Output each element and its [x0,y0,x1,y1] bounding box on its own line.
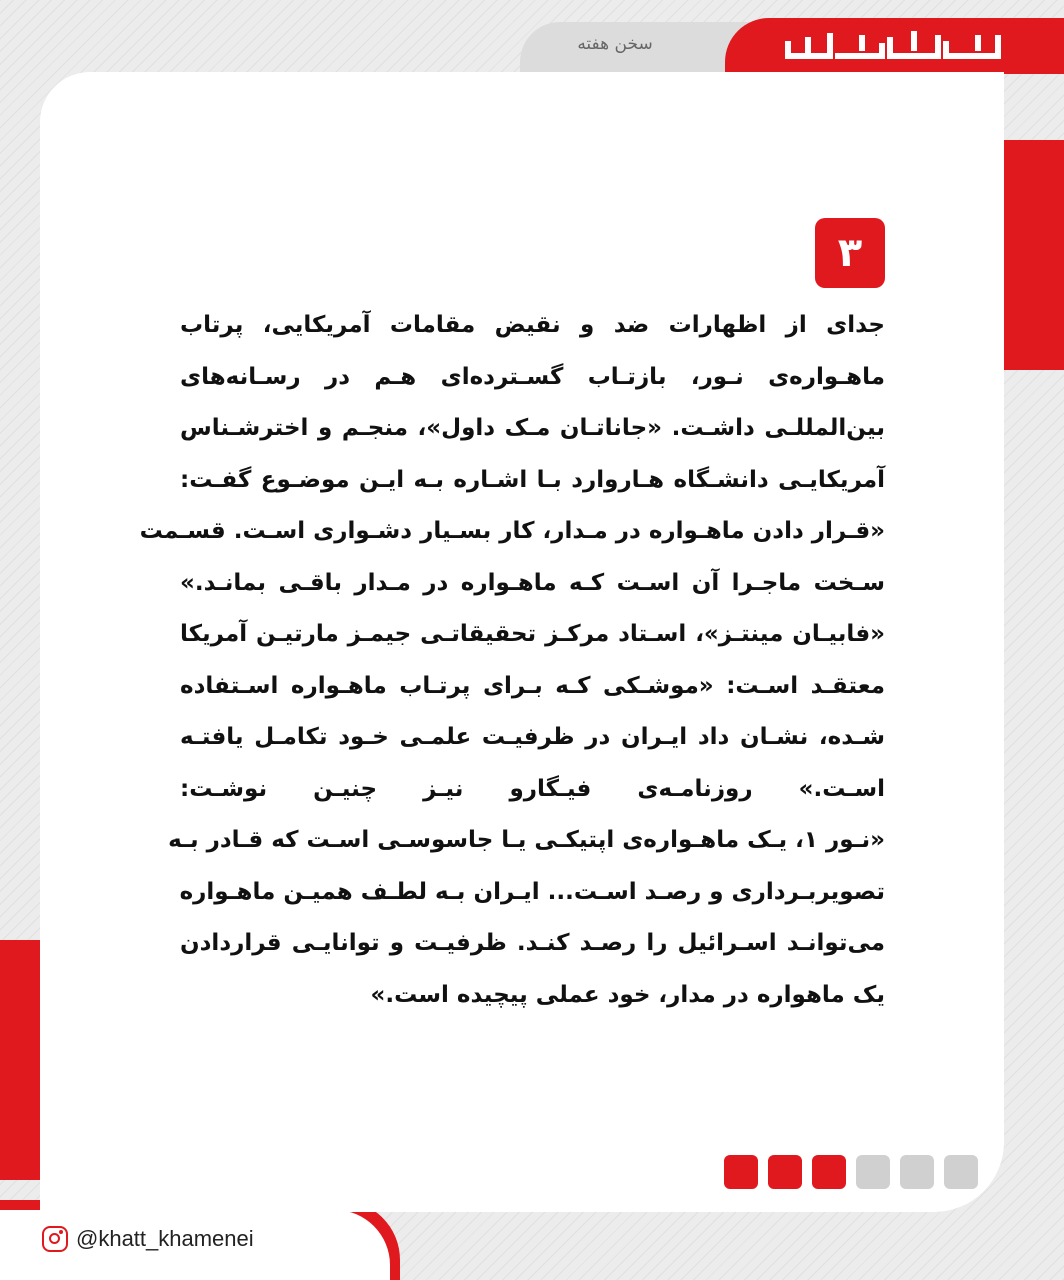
slide-progress-indicator [724,1155,978,1189]
decor-red-strip-right [1004,140,1064,370]
article-line: معتقـد اسـت: «موشـکی کـه بـرای پرتـاب ماهـواره اسـتفاده [180,672,885,699]
article-line: بین‌المللـی داشـت. «جاناتـان مـک داول»، منجـم و اخترشـناس [180,415,885,441]
article-line: آمریکایـی دانشـگاه هـاروارد بـا اشـاره بـه ایـن موضـوع گفـت: [180,466,885,493]
progress-dot [944,1155,978,1189]
instagram-handle[interactable]: @khatt_khamenei [76,1226,254,1251]
logo [778,26,1008,66]
progress-dot [812,1155,846,1189]
article-line: اسـت.» روزنامـه‌ی فیـگارو نیـز چنیـن نوشـت: [180,775,885,802]
article-body [139,300,885,1021]
progress-dot [900,1155,934,1189]
article-line: سـخت ماجـرا آن اسـت کـه ماهـواره در مـدار باقـی بمانـد.» [180,569,885,596]
section-title: سخن هفته [577,34,653,54]
article-line: تصویربـرداری و رصـد اسـت... ایـران بـه لطـف همیـن ماهـواره [179,878,885,905]
progress-dot [856,1155,890,1189]
article-line: می‌توانـد اسـرائیل را رصـد کنـد. ظرفیـت و توانایـی قراردادن [180,930,885,956]
article-line: شـده، نشـان داد ایـران در ظرفیـت علمـی خـود تکامـل یافتـه [180,724,885,750]
progress-dot [768,1155,802,1189]
article-line: «فابیـان مینتـز»، اسـتاد مرکـز تحقیقاتـی جیمـز مارتیـن آمریکا [180,621,885,647]
article-line: «نـور ۱، یـک ماهـواره‌ی اپتیکـی یـا جاسوسـی اسـت که قـادر بـه [168,827,885,853]
instagram-icon [42,1226,68,1252]
progress-dot [724,1155,758,1189]
article-line: یک ماهواره در مدار، خود عملی پیچیده است.» [370,981,885,1008]
article-line: جدای از اظهارات ضد و نقیض مقامات آمریکایی، پرتاب [180,312,885,338]
page-number-badge: ۳ [815,218,885,288]
article-line: ماهـواره‌ی نـور، بازتـاب گسـترده‌ای هـم در رسـانه‌های [180,363,885,390]
instagram-credit[interactable] [42,1222,254,1256]
article-line: «قـرار دادن ماهـواره در مـدار، کار بسـیار دشـواری اسـت. قسـمت [139,518,885,544]
